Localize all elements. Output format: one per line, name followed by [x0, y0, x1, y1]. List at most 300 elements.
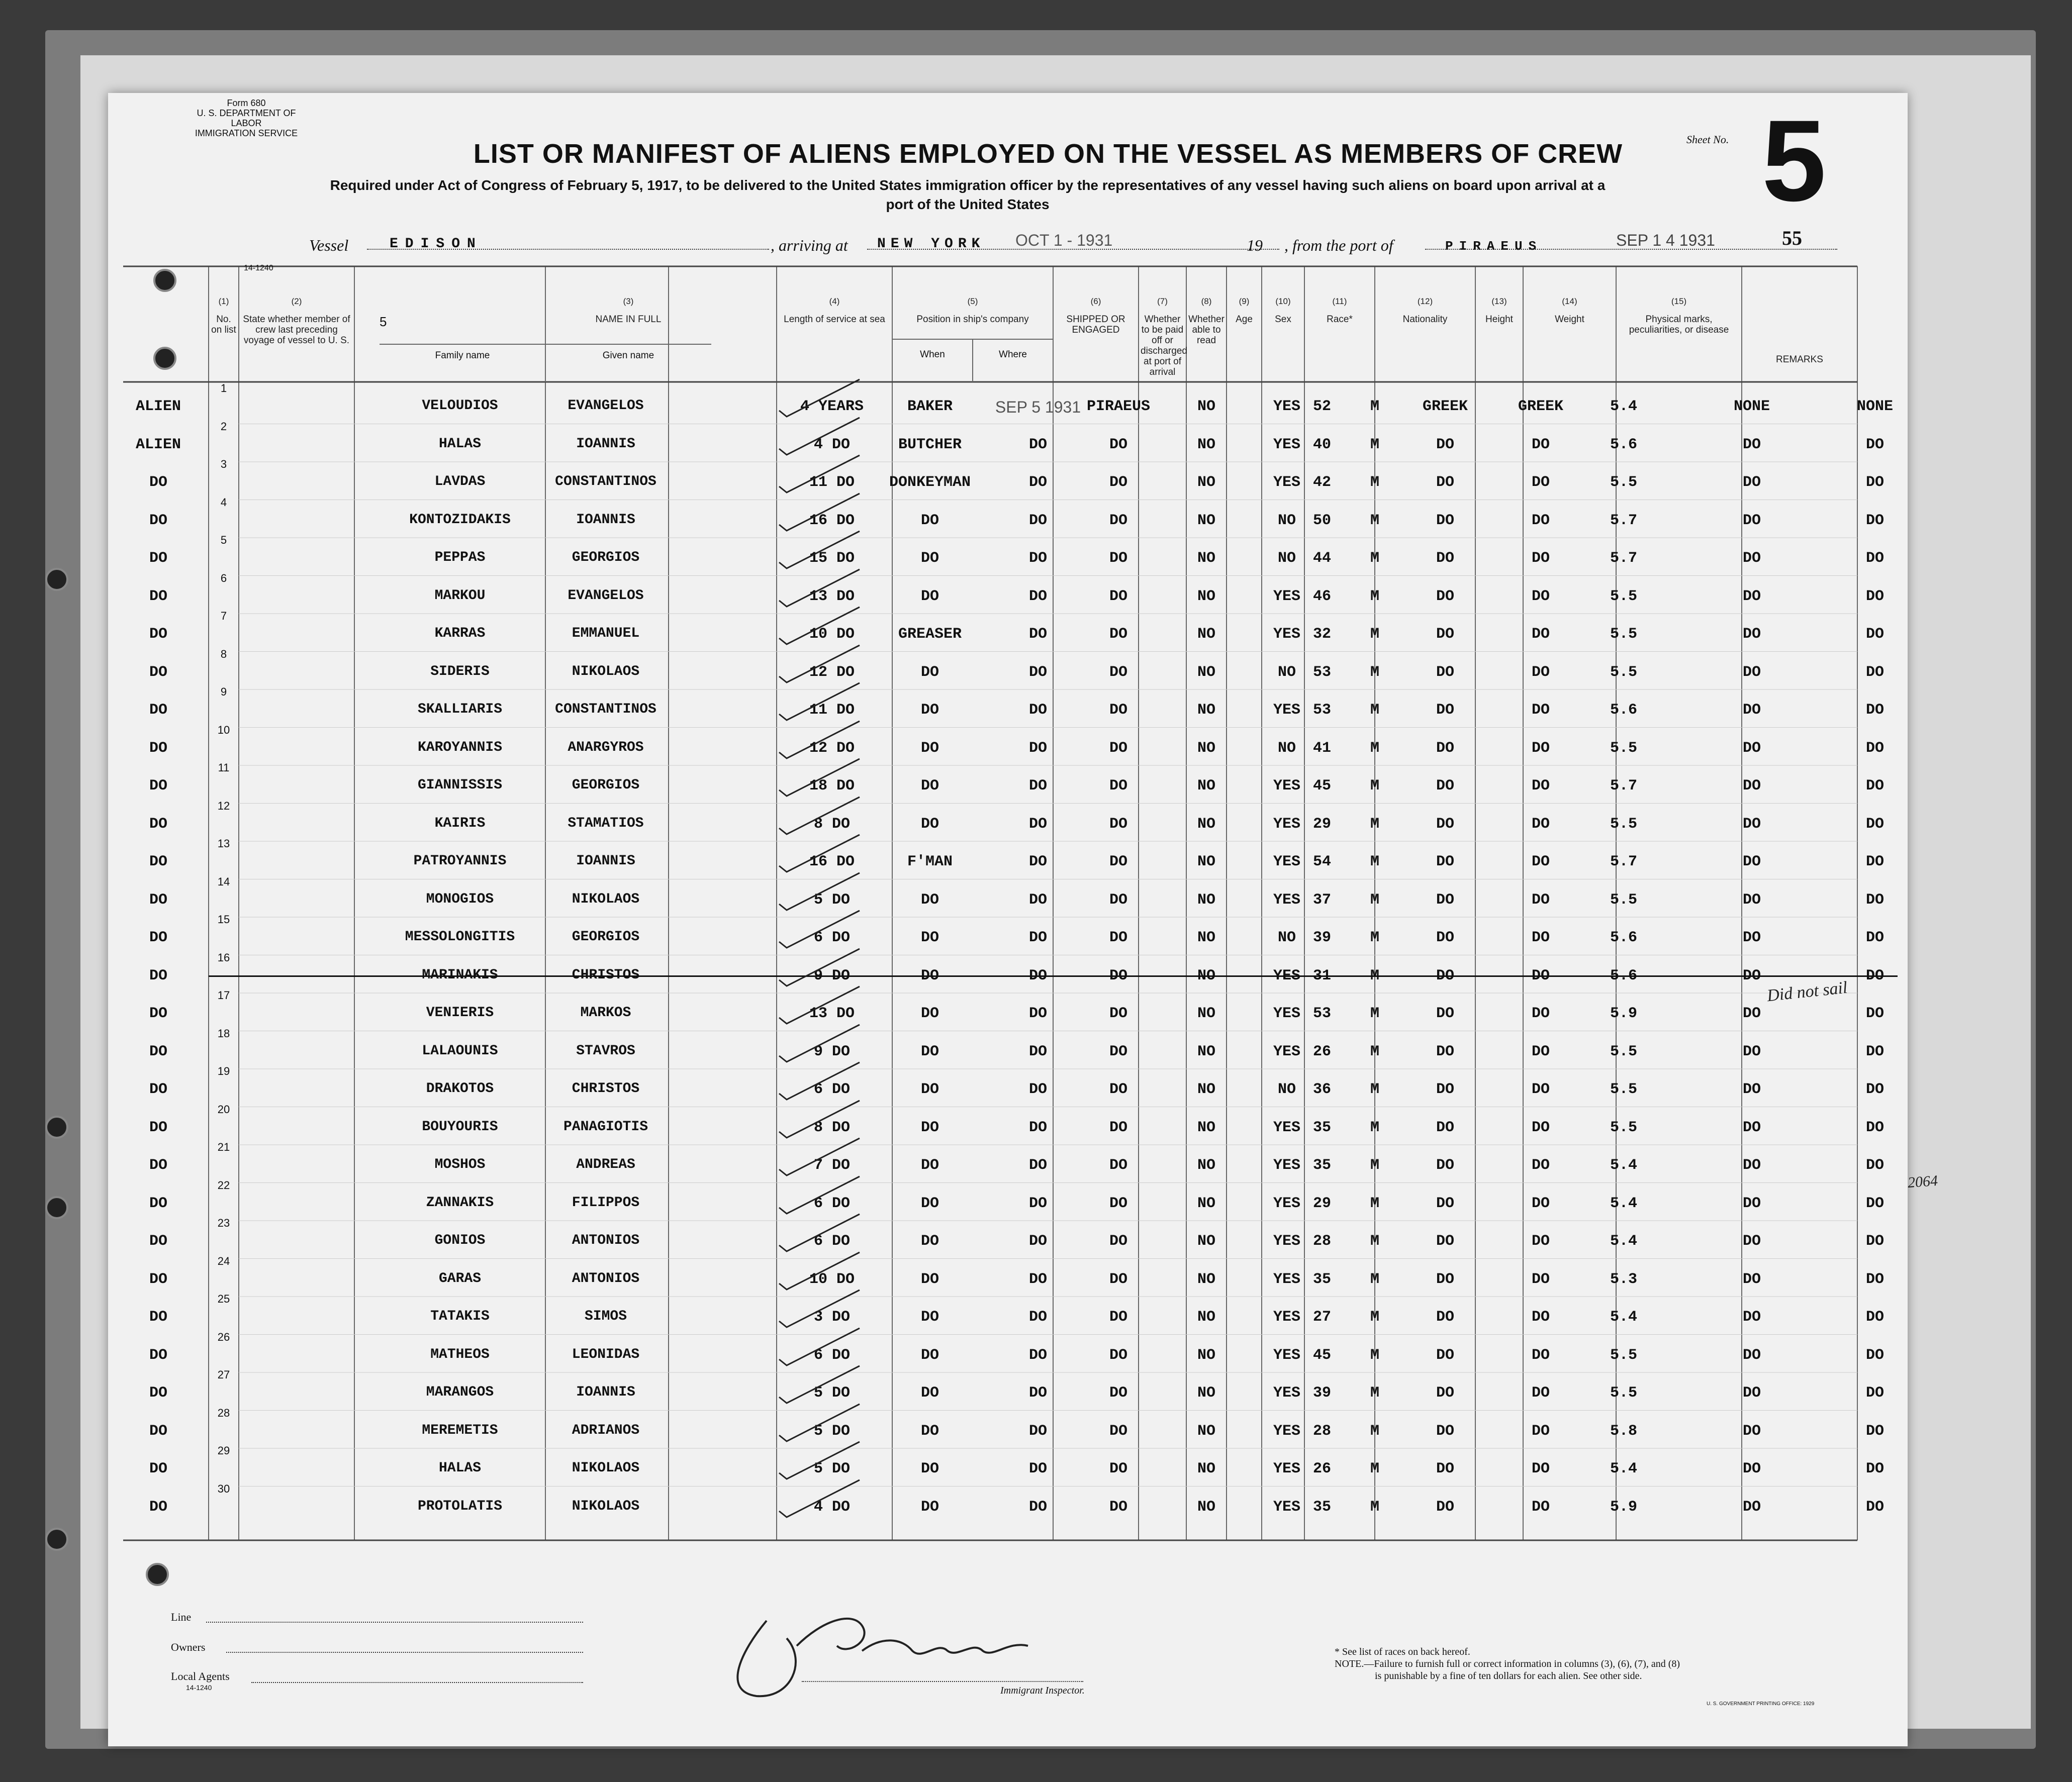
cell-paid: NO: [1197, 1195, 1216, 1212]
check-stroke: [779, 721, 860, 758]
cell-given: PANAGIOTIS: [563, 1119, 648, 1135]
cell-position: DO: [920, 550, 939, 567]
cell-read: YES: [1273, 474, 1301, 491]
cell-marks: DO: [1742, 929, 1761, 946]
cell-sex: M: [1370, 587, 1380, 605]
cell-service: 6 DO: [813, 1346, 851, 1364]
cell-height: 5.5: [1610, 1119, 1638, 1136]
cell-position: DO: [920, 815, 939, 833]
cell-height: 5.4: [1610, 1233, 1638, 1250]
cell-family: PATROYANNIS: [413, 853, 507, 869]
cell-sex: M: [1370, 1422, 1380, 1440]
cell-nat: DO: [1531, 1119, 1550, 1136]
cell-nat: DO: [1531, 512, 1550, 529]
cell-marks: DO: [1742, 702, 1761, 719]
check-stroke: [779, 683, 860, 720]
check-stroke: [779, 797, 860, 834]
cell-given: CHRISTOS: [572, 1081, 640, 1097]
cell-when: DO: [1028, 587, 1048, 605]
cell-family: GIANNISSIS: [417, 777, 503, 793]
cell-age: 50: [1312, 512, 1332, 529]
check-stroke: [779, 1101, 860, 1138]
cell-read: YES: [1273, 1195, 1301, 1212]
footnote-note: NOTE.—Failure to furnish full or correct information in columns (3), (6), (7), and (8): [1335, 1658, 1680, 1669]
cell-status: DO: [149, 853, 168, 870]
cell-position: DO: [920, 1346, 939, 1364]
check-stroke: [779, 1290, 860, 1327]
cell-nat: GREEK: [1518, 398, 1564, 415]
cell-position: DO: [920, 891, 939, 909]
cell-nat: DO: [1531, 663, 1550, 681]
cell-paid: NO: [1197, 398, 1216, 415]
check-stroke: [779, 1252, 860, 1290]
cell-age: 28: [1312, 1233, 1332, 1250]
cell-given: EVANGELOS: [568, 398, 644, 414]
cell-height: 5.7: [1610, 853, 1638, 870]
cell-sex: M: [1370, 436, 1380, 453]
cell-paid: NO: [1197, 1043, 1216, 1060]
column-header: Physical marks, peculiarities, or disease: [1629, 314, 1729, 335]
manifest-title: LIST OR MANIFEST OF ALIENS EMPLOYED ON THE VESSEL AS MEMBERS OF CREW: [473, 139, 1623, 169]
cell-paid: NO: [1197, 1157, 1216, 1174]
cell-sex: M: [1370, 550, 1380, 567]
departure-date-stamp: SEP 1 4 1931: [1616, 231, 1715, 249]
cell-no: 29: [217, 1444, 230, 1457]
cell-when: DO: [1028, 1346, 1048, 1364]
cell-height: 5.6: [1610, 929, 1638, 946]
cell-position: DO: [920, 1270, 939, 1288]
cell-service: 15 DO: [809, 550, 855, 567]
cell-sex: M: [1370, 1195, 1380, 1212]
cell-no: 24: [217, 1254, 230, 1267]
cell-marks: DO: [1742, 1081, 1761, 1098]
cell-given: STAMATIOS: [568, 815, 644, 831]
cell-marks: DO: [1742, 1270, 1761, 1288]
column-header: Nationality: [1402, 314, 1448, 325]
cell-when: DO: [1028, 1005, 1048, 1022]
cell-family: KARRAS: [434, 626, 486, 641]
cell-family: SIDERIS: [430, 663, 490, 679]
cell-no: 10: [217, 723, 230, 736]
cell-when: DO: [1028, 1309, 1048, 1326]
cell-status: DO: [149, 1157, 168, 1174]
cell-age: 37: [1312, 891, 1332, 909]
cell-position: DO: [920, 1309, 939, 1326]
cell-family: MARANGOS: [426, 1384, 494, 1400]
cell-remarks: DO: [1865, 1270, 1885, 1288]
cell-remarks: DO: [1865, 1233, 1885, 1250]
column-header: Weight: [1555, 314, 1584, 325]
column-number: (2): [291, 296, 302, 306]
cell-family: KAROYANNIS: [417, 739, 503, 755]
cell-race: DO: [1436, 1270, 1455, 1288]
check-stroke: [779, 873, 860, 910]
cell-service: 9 DO: [813, 1043, 851, 1060]
cell-family: MARINAKIS: [422, 967, 498, 983]
column-header: Height: [1485, 314, 1513, 325]
column-header: Whether to be paid off or discharged at port of arrival: [1141, 314, 1187, 377]
cell-age: 26: [1312, 1460, 1332, 1477]
cell-service: 12 DO: [809, 739, 855, 757]
column-number: (15): [1671, 296, 1687, 306]
department-name: U. S. DEPARTMENT OF LABOR: [197, 108, 296, 128]
cell-sex: M: [1370, 474, 1380, 491]
column-number: (3): [623, 296, 634, 306]
cell-status: DO: [149, 702, 168, 719]
cell-height: 5.5: [1610, 587, 1638, 605]
cell-marks: DO: [1742, 626, 1761, 643]
cell-nat: DO: [1531, 1043, 1550, 1060]
cell-paid: NO: [1197, 1422, 1216, 1440]
cell-race: DO: [1436, 1119, 1455, 1136]
cell-nat: DO: [1531, 1081, 1550, 1098]
cell-family: DRAKOTOS: [426, 1081, 494, 1097]
cell-nat: DO: [1531, 436, 1550, 453]
cell-remarks: DO: [1865, 853, 1885, 870]
cell-status: DO: [149, 1233, 168, 1250]
cell-status: DO: [149, 1346, 168, 1364]
cell-remarks: DO: [1865, 1346, 1885, 1364]
column-header: Sex: [1275, 314, 1291, 325]
cell-family: PEPPAS: [434, 550, 486, 565]
cell-read: NO: [1277, 1081, 1296, 1098]
cell-given: ADRIANOS: [572, 1422, 640, 1438]
cell-when: DO: [1028, 663, 1048, 681]
cell-no: 18: [217, 1027, 230, 1040]
cell-age: 40: [1312, 436, 1332, 453]
cell-when: DO: [1028, 967, 1048, 984]
cell-no: 22: [217, 1178, 230, 1192]
check-stroke: [779, 1366, 860, 1403]
cell-when: DO: [1028, 891, 1048, 909]
cell-sex: M: [1370, 1460, 1380, 1477]
cell-position: DO: [920, 1081, 939, 1098]
vessel-name: EDISON: [390, 236, 483, 252]
cell-remarks: DO: [1865, 815, 1885, 833]
column-header: State whether member of crew last preceding voyage of vessel to U. S.: [243, 314, 350, 346]
cell-paid: NO: [1197, 891, 1216, 909]
cell-service: 6 DO: [813, 1081, 851, 1098]
cell-marks: DO: [1742, 1460, 1761, 1477]
cell-read: YES: [1273, 1233, 1301, 1250]
local-agents-code: 14-1240: [186, 1684, 212, 1692]
cell-remarks: DO: [1865, 1119, 1885, 1136]
binder-hole: [45, 568, 68, 591]
cell-status: DO: [149, 587, 168, 605]
cell-status: DO: [149, 815, 168, 833]
cell-when: DO: [1028, 702, 1048, 719]
check-stroke: [779, 911, 860, 948]
cell-read: YES: [1273, 1422, 1301, 1440]
cell-age: 31: [1312, 967, 1332, 984]
cell-race: DO: [1436, 702, 1455, 719]
cell-where: DO: [1109, 1195, 1128, 1212]
cell-status: DO: [149, 1384, 168, 1402]
cell-where: DO: [1109, 1270, 1128, 1288]
cell-where: DO: [1109, 929, 1128, 946]
cell-paid: NO: [1197, 1005, 1216, 1022]
cell-age: 35: [1312, 1270, 1332, 1288]
cell-paid: NO: [1197, 1081, 1216, 1098]
cell-position: F'MAN: [907, 853, 953, 870]
cell-marks: DO: [1742, 1119, 1761, 1136]
cell-family: MEREMETIS: [422, 1422, 498, 1438]
cell-remarks: DO: [1865, 1460, 1885, 1477]
cell-age: 39: [1312, 1384, 1332, 1402]
from-port-label: , from the port of: [1284, 236, 1393, 254]
cell-no: 26: [217, 1330, 230, 1343]
cell-race: DO: [1436, 1422, 1455, 1440]
cell-where: DO: [1109, 1157, 1128, 1174]
cell-height: 5.7: [1610, 777, 1638, 795]
cell-sex: M: [1370, 663, 1380, 681]
check-stroke: [779, 1480, 860, 1517]
year-label: 19: [1247, 236, 1263, 254]
cell-race: DO: [1436, 967, 1455, 984]
cell-when: DO: [1028, 550, 1048, 567]
cell-given: IOANNIS: [576, 512, 635, 528]
cell-where: DO: [1109, 1346, 1128, 1364]
cell-nat: DO: [1531, 626, 1550, 643]
column-header: SHIPPED OR ENGAGED: [1066, 314, 1125, 335]
check-stroke: [779, 759, 860, 796]
cell-no: 19: [217, 1065, 230, 1077]
cell-service: 18 DO: [809, 777, 855, 795]
cell-where: DO: [1109, 1384, 1128, 1402]
cell-service: 6 DO: [813, 1233, 851, 1250]
cell-service: 4 DO: [813, 436, 851, 453]
cell-family: HALAS: [438, 1460, 482, 1476]
cell-no: 21: [217, 1141, 230, 1153]
cell-service: 10 DO: [809, 1270, 855, 1288]
cell-height: 5.7: [1610, 512, 1638, 529]
cell-paid: NO: [1197, 1346, 1216, 1364]
check-stroke: [779, 1138, 860, 1175]
column-header: Whether able to read: [1188, 314, 1225, 346]
check-stroke: [779, 1176, 860, 1214]
cell-age: 39: [1312, 929, 1332, 946]
cell-paid: NO: [1197, 702, 1216, 719]
cell-height: 5.7: [1610, 550, 1638, 567]
column-number: (6): [1090, 296, 1101, 306]
cell-sex: M: [1370, 512, 1380, 529]
cell-marks: DO: [1742, 815, 1761, 833]
cell-position: DO: [920, 1384, 939, 1402]
cell-given: MARKOS: [580, 1005, 631, 1021]
inspector-label: Immigrant Inspector.: [1000, 1685, 1085, 1696]
cell-paid: NO: [1197, 626, 1216, 643]
cell-when: DO: [1028, 1498, 1048, 1516]
cell-given: IOANNIS: [576, 1384, 635, 1400]
cell-given: CONSTANTINOS: [555, 702, 656, 717]
cell-where: DO: [1109, 702, 1128, 719]
footnote-fine: is punishable by a fine of ten dollars for each alien. See other side.: [1375, 1670, 1642, 1681]
cell-marks: DO: [1742, 777, 1761, 795]
cell-where: DO: [1109, 663, 1128, 681]
cell-paid: NO: [1197, 587, 1216, 605]
cell-sex: M: [1370, 891, 1380, 909]
cell-no: 23: [217, 1217, 230, 1229]
cell-marks: DO: [1742, 512, 1761, 529]
where-header: Where: [999, 349, 1027, 360]
cell-race: DO: [1436, 1043, 1455, 1060]
cell-given: EMMANUEL: [572, 626, 640, 641]
cell-remarks: DO: [1865, 1309, 1885, 1326]
cell-status: DO: [149, 474, 168, 491]
cell-given: GEORGIOS: [572, 550, 640, 565]
footnotes: [1335, 1646, 1837, 1682]
cell-remarks: DO: [1865, 777, 1885, 795]
cell-read: YES: [1273, 1498, 1301, 1516]
cell-no: 11: [218, 761, 230, 774]
cell-when: DO: [1028, 1043, 1048, 1060]
cell-marks: DO: [1742, 1005, 1761, 1022]
cell-nat: DO: [1531, 891, 1550, 909]
cell-given: ANARGYROS: [568, 739, 644, 755]
cell-given: IOANNIS: [576, 853, 635, 869]
binder-hole: [153, 347, 176, 370]
cell-height: 5.5: [1610, 1043, 1638, 1060]
cell-height: 5.5: [1610, 1384, 1638, 1402]
cell-remarks: DO: [1865, 626, 1885, 643]
cell-when: DO: [1028, 777, 1048, 795]
cell-status: DO: [149, 1270, 168, 1288]
cell-nat: DO: [1531, 739, 1550, 757]
column-header: REMARKS: [1776, 354, 1823, 365]
cell-nat: DO: [1531, 815, 1550, 833]
binder-hole: [146, 1563, 169, 1586]
cell-read: YES: [1273, 398, 1301, 415]
check-mark: [774, 1476, 875, 1521]
cell-nat: DO: [1531, 474, 1550, 491]
cell-marks: NONE: [1733, 398, 1770, 415]
cell-sex: M: [1370, 777, 1380, 795]
cell-where: DO: [1109, 436, 1128, 453]
cell-where: DO: [1109, 1498, 1128, 1516]
cell-race: DO: [1436, 474, 1455, 491]
cell-position: BAKER: [907, 398, 953, 415]
sheet-number: 5: [1762, 96, 1826, 225]
cell-no: 15: [217, 913, 230, 926]
column-header: Position in ship's company: [916, 314, 1029, 325]
cell-read: NO: [1277, 929, 1296, 946]
cell-paid: NO: [1197, 663, 1216, 681]
cell-status: DO: [149, 891, 168, 909]
cell-family: VELOUDIOS: [422, 398, 498, 414]
cell-sex: M: [1370, 1498, 1380, 1516]
cell-position: DO: [920, 702, 939, 719]
cell-marks: DO: [1742, 1498, 1761, 1516]
cell-position: GREASER: [898, 626, 962, 643]
cell-age: 32: [1312, 626, 1332, 643]
table-grid: [108, 93, 1908, 1746]
cell-remarks: DO: [1865, 663, 1885, 681]
column-header: Length of service at sea: [784, 314, 885, 325]
cell-paid: NO: [1197, 1498, 1216, 1516]
cell-read: NO: [1277, 550, 1296, 567]
check-stroke: [779, 1442, 860, 1479]
cell-sex: M: [1370, 702, 1380, 719]
cell-nat: DO: [1531, 1309, 1550, 1326]
cell-status: DO: [149, 663, 168, 681]
cell-service: 8 DO: [813, 1119, 851, 1136]
column-number: (9): [1239, 296, 1250, 306]
cell-status: DO: [149, 1043, 168, 1060]
cell-marks: DO: [1742, 663, 1761, 681]
cell-race: DO: [1436, 512, 1455, 529]
cell-status: ALIEN: [135, 436, 181, 453]
column-header: NAME IN FULL: [595, 314, 662, 325]
cell-service: 9 DO: [813, 967, 851, 984]
subtitle-line-2: port of the United States: [886, 196, 1050, 212]
cell-family: SKALLIARIS: [417, 702, 503, 717]
cell-sex: M: [1370, 398, 1380, 415]
cell-no: 17: [217, 989, 230, 1002]
cell-status: DO: [149, 1460, 168, 1477]
check-stroke: [779, 455, 860, 492]
page-stamp: 55: [1782, 227, 1802, 249]
cell-height: 5.3: [1610, 1270, 1638, 1288]
cell-read: YES: [1273, 1005, 1301, 1022]
cell-nat: DO: [1531, 1005, 1550, 1022]
cell-when: DO: [1028, 436, 1048, 453]
cell-remarks: NONE: [1856, 398, 1894, 415]
cell-sex: M: [1370, 1233, 1380, 1250]
cell-service: 5 DO: [813, 1460, 851, 1477]
cell-status: DO: [149, 967, 168, 984]
cell-nat: DO: [1531, 550, 1550, 567]
cell-remarks: DO: [1865, 929, 1885, 946]
cell-no: 20: [217, 1103, 230, 1116]
cell-where: DO: [1109, 626, 1128, 643]
cell-when: DO: [1028, 626, 1048, 643]
cell-height: 5.6: [1610, 702, 1638, 719]
cell-race: DO: [1436, 1233, 1455, 1250]
cell-sex: M: [1370, 967, 1380, 984]
cell-race: DO: [1436, 1157, 1455, 1174]
cell-read: YES: [1273, 587, 1301, 605]
cell-age: 41: [1312, 739, 1332, 757]
cell-where: DO: [1109, 512, 1128, 529]
cell-given: GEORGIOS: [572, 777, 640, 793]
cell-family: PROTOLATIS: [417, 1498, 503, 1514]
cell-status: DO: [149, 777, 168, 795]
cell-age: 36: [1312, 1081, 1332, 1098]
column-number: (11): [1332, 296, 1347, 306]
cell-service: 7 DO: [813, 1157, 851, 1174]
cell-given: IOANNIS: [576, 436, 635, 452]
cell-position: DO: [920, 777, 939, 795]
cell-given: CHRISTOS: [572, 967, 640, 983]
cell-paid: NO: [1197, 1309, 1216, 1326]
cell-where: PIRAEUS: [1086, 398, 1151, 415]
cell-remarks: DO: [1865, 474, 1885, 491]
cell-height: 5.5: [1610, 474, 1638, 491]
cell-status: DO: [149, 1081, 168, 1098]
cell-paid: NO: [1197, 1460, 1216, 1477]
cell-position: DO: [920, 587, 939, 605]
cell-height: 5.5: [1610, 739, 1638, 757]
cell-family: MOSHOS: [434, 1157, 486, 1172]
cell-height: 5.5: [1610, 663, 1638, 681]
cell-service: 10 DO: [809, 626, 855, 643]
column-header: Age: [1236, 314, 1253, 325]
cell-age: 42: [1312, 474, 1332, 491]
cell-no: 25: [217, 1293, 230, 1305]
cell-paid: NO: [1197, 1270, 1216, 1288]
cell-nat: DO: [1531, 1498, 1550, 1516]
cell-when: DO: [1028, 853, 1048, 870]
